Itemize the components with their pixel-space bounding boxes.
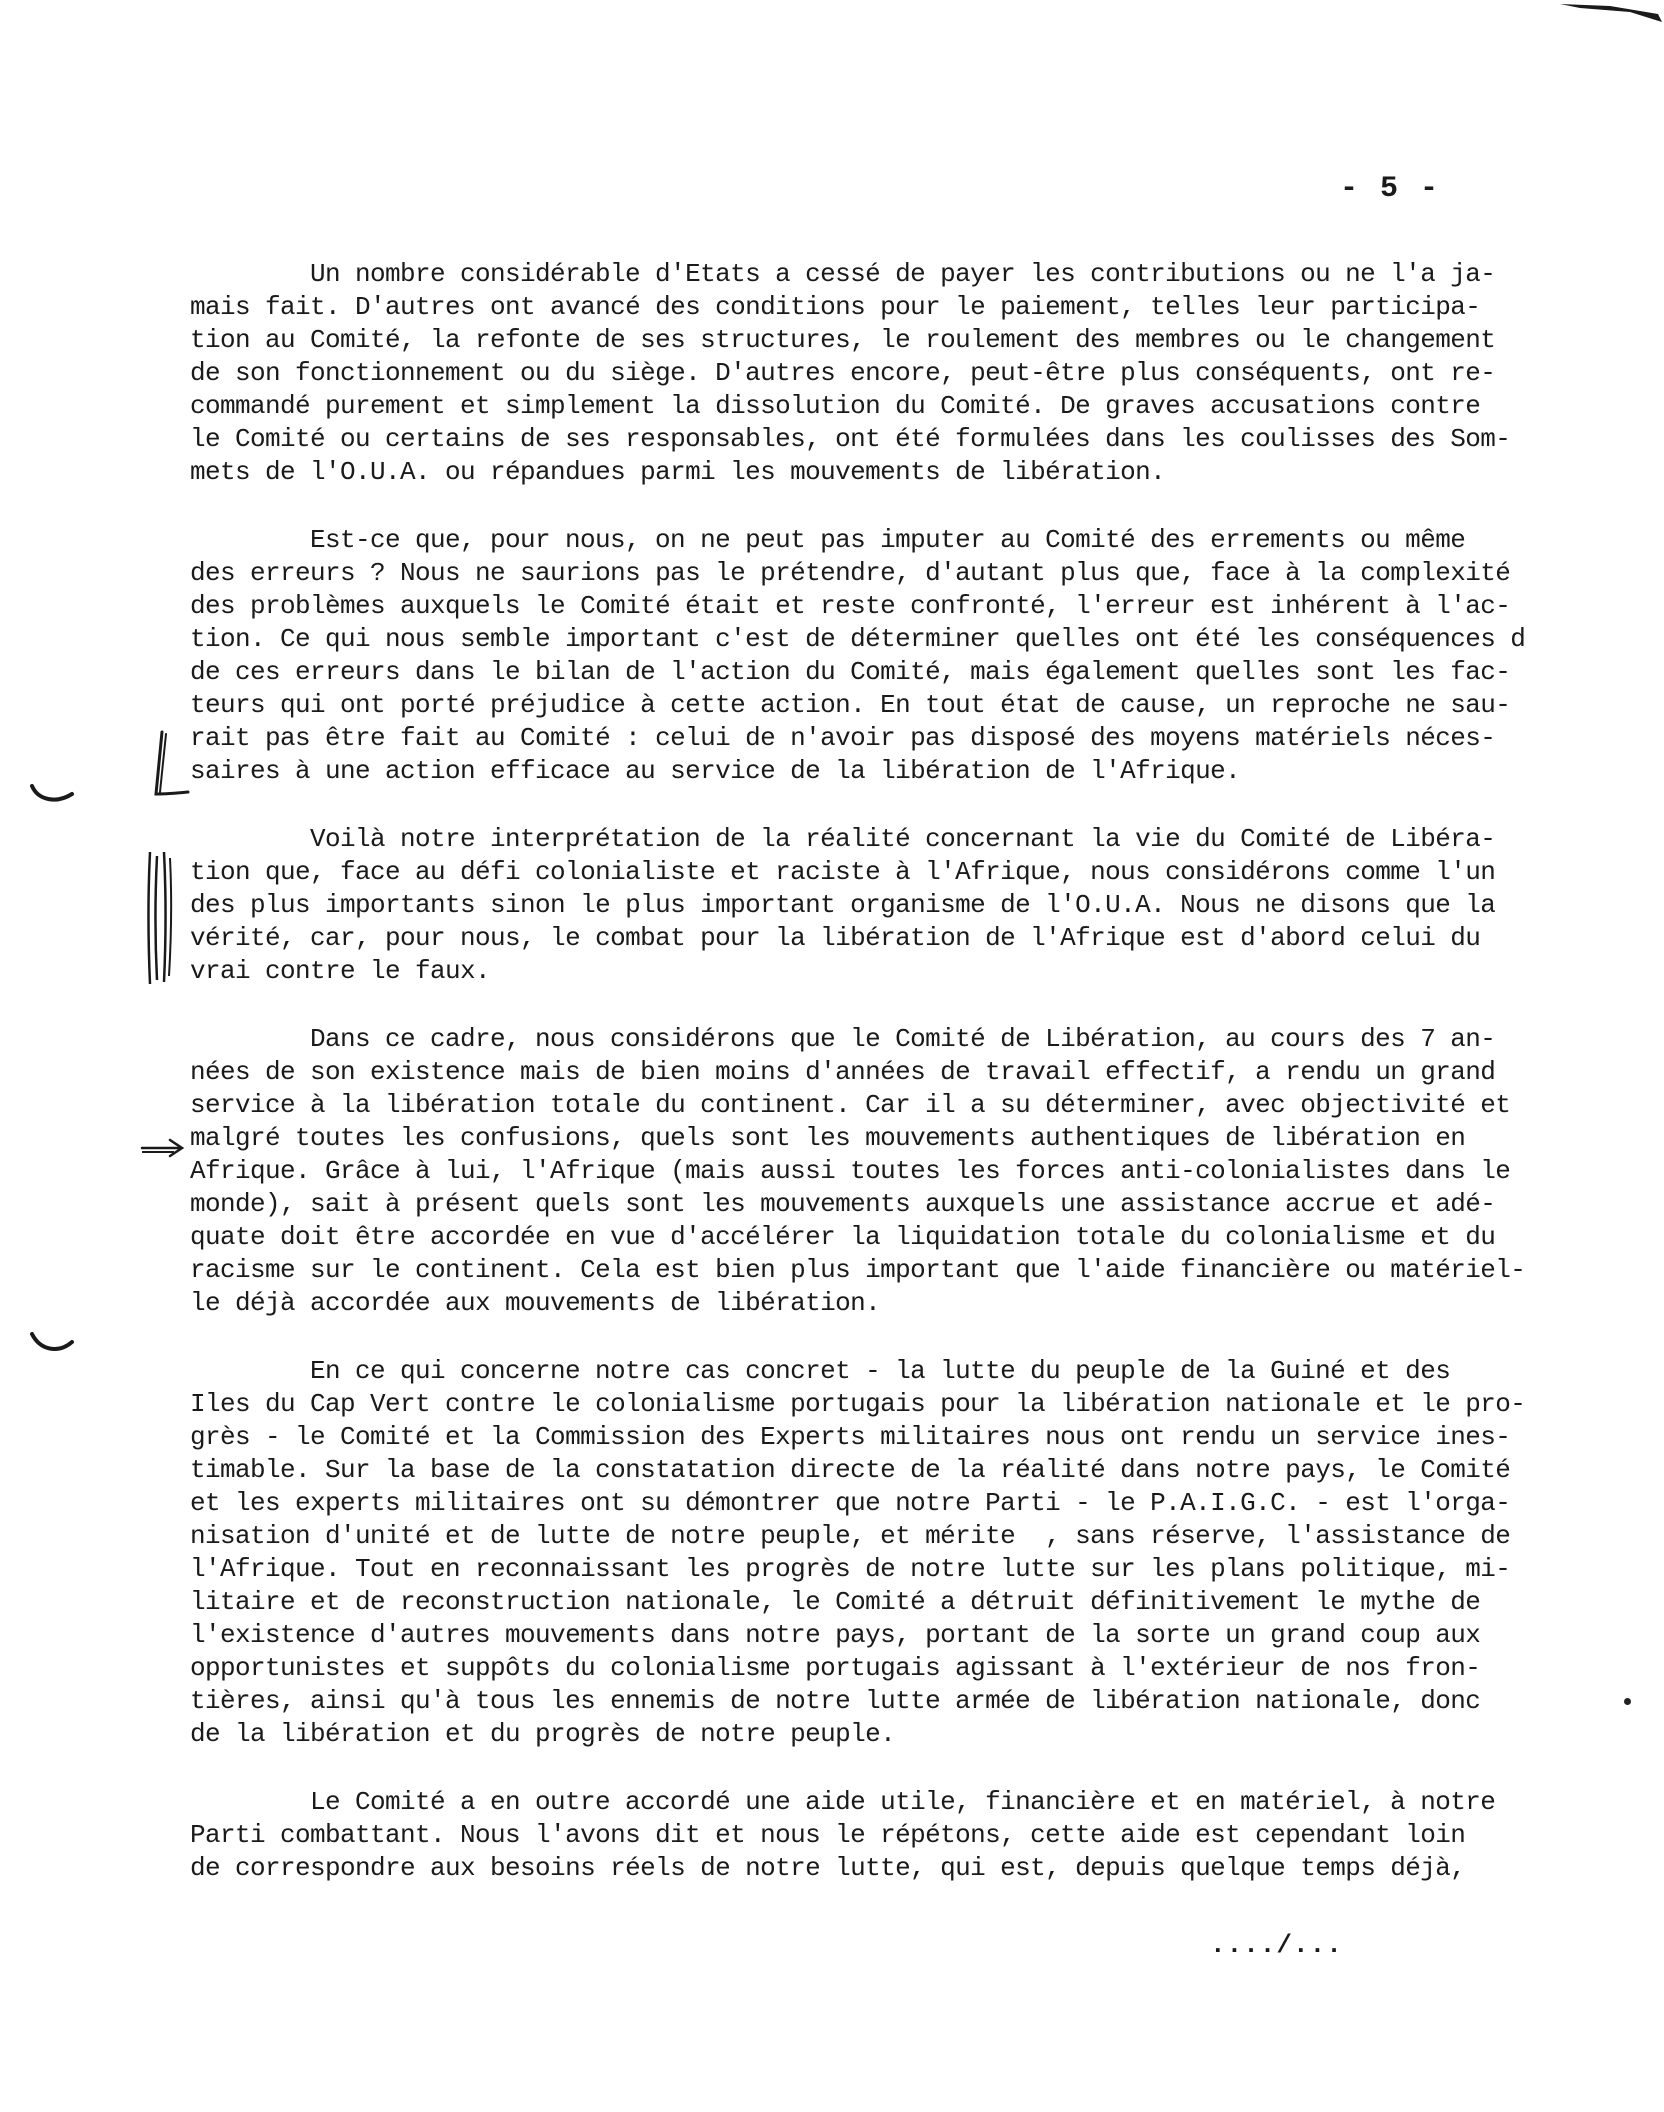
text-line: de son fonctionnement ou du siège. D'autres encore, peut-être plus conséquents, ont re- (190, 358, 1496, 388)
text-line: vrai contre le faux. (190, 956, 491, 986)
text-line: nées de son existence mais de bien moins d'années de travail effectif, a rendu un grand (190, 1057, 1496, 1087)
text-line: l'existence d'autres mouvements dans notre pays, portant de la sorte un grand coup aux (190, 1620, 1481, 1650)
text-line: Dans ce cadre, nous considérons que le Comité de Libération, au cours des 7 an- (310, 1024, 1496, 1054)
text-line: Un nombre considérable d'Etats a cessé de payer les contributions ou ne l'a ja- (310, 259, 1496, 289)
text-line: l'Afrique. Tout en reconnaissant les progrès de notre lutte sur les plans politique, mi- (190, 1554, 1511, 1584)
continuation-mark: ..../... (1210, 1930, 1343, 1960)
text-line: monde), sait à présent quels sont les mouvements auxquels une assistance accrue et adé- (190, 1189, 1496, 1219)
text-line: tion au Comité, la refonte de ses structures, le roulement des membres ou le changement (190, 325, 1496, 355)
paragraph-contributions (190, 258, 1590, 489)
text-line: de la libération et du progrès de notre peuple. (190, 1719, 896, 1749)
text-line: grès - le Comité et la Commission des Experts militaires nous ont rendu un service ines- (190, 1422, 1511, 1452)
margin-bracket-mark (140, 728, 190, 800)
scan-corner-smudge (1540, 0, 1664, 30)
text-line: saires à une action efficace au service de la libération de l'Afrique. (190, 756, 1241, 786)
text-line: Afrique. Grâce à lui, l'Afrique (mais aussi toutes les forces anti-colonialistes dans le (190, 1156, 1511, 1186)
text-line: timable. Sur la base de la constatation directe de la réalité dans notre pays, le Comité (190, 1455, 1511, 1485)
margin-vertical-lines-mark (140, 848, 180, 988)
text-line: commandé purement et simplement la dissolution du Comité. De graves accusations contre (190, 391, 1481, 421)
text-line: opportunistes et suppôts du colonialisme portugais agissant à l'extérieur de nos fron- (190, 1653, 1481, 1683)
text-line: de ces erreurs dans le bilan de l'action du Comité, mais également quelles sont les fac- (190, 657, 1511, 687)
text-line: le Comité ou certains de ses responsables, ont été formulées dans les coulisses des Som- (190, 424, 1511, 454)
scan-speck (1624, 1698, 1631, 1705)
text-line: des plus importants sinon le plus important organisme de l'O.U.A. Nous ne disons que la (190, 890, 1496, 920)
text-line: des problèmes auxquels le Comité était et reste confronté, l'erreur est inhérent à l'ac- (190, 591, 1511, 621)
margin-curve-mark (28, 778, 76, 808)
text-line: de correspondre aux besoins réels de notre lutte, qui est, depuis quelque temps déjà, (190, 1853, 1466, 1883)
text-line: Parti combattant. Nous l'avons dit et nous le répétons, cette aide est cependant loin (190, 1820, 1466, 1850)
paragraph-service (190, 1023, 1590, 1320)
text-line: vérité, car, pour nous, le combat pour la libération de l'Afrique est d'abord celui du (190, 923, 1481, 953)
text-line: litaire et de reconstruction nationale, le Comité a détruit définitivement le mythe de (190, 1587, 1481, 1617)
text-line: nisation d'unité et de lutte de notre peuple, et mérite , sans réserve, l'assistance de (190, 1521, 1511, 1551)
page-number: - 5 - (1340, 172, 1441, 206)
text-line: le déjà accordée aux mouvements de libération. (190, 1288, 881, 1318)
text-line: malgré toutes les confusions, quels sont les mouvements authentiques de libération en (190, 1123, 1466, 1153)
text-line: Voilà notre interprétation de la réalité concernant la vie du Comité de Libéra- (310, 824, 1496, 854)
margin-curve-mark (28, 1328, 76, 1358)
text-line: Est-ce que, pour nous, on ne peut pas imputer au Comité des errements ou même (310, 525, 1466, 555)
text-line: mets de l'O.U.A. ou répandues parmi les mouvements de libération. (190, 457, 1166, 487)
text-line: racisme sur le continent. Cela est bien plus important que l'aide financière ou matériel- (190, 1255, 1526, 1285)
text-line: Le Comité a en outre accordé une aide utile, financière et en matériel, à notre (310, 1787, 1496, 1817)
text-line: des erreurs ? Nous ne saurions pas le prétendre, d'autant plus que, face à la complexité (190, 558, 1511, 588)
text-line: quate doit être accordée en vue d'accélérer la liquidation totale du colonialisme et du (190, 1222, 1496, 1252)
text-line: mais fait. D'autres ont avancé des conditions pour le paiement, telles leur participa- (190, 292, 1481, 322)
text-line: rait pas être fait au Comité : celui de n'avoir pas disposé des moyens matériels néces- (190, 723, 1496, 753)
body-text (190, 258, 1590, 1920)
paragraph-errors (190, 524, 1590, 788)
text-line: En ce qui concerne notre cas concret - la lutte du peuple de la Guiné et des (310, 1356, 1451, 1386)
text-line: et les experts militaires ont su démontrer que notre Parti - le P.A.I.G.C. - est l'orga- (190, 1488, 1511, 1518)
paragraph-interpretation (190, 823, 1590, 988)
text-line: tières, ainsi qu'à tous les ennemis de notre lutte armée de libération nationale, donc (190, 1686, 1481, 1716)
text-line: teurs qui ont porté préjudice à cette action. En tout état de cause, un reproche ne sau- (190, 690, 1511, 720)
text-line: service à la libération totale du continent. Car il a su déterminer, avec objectivité et (190, 1090, 1511, 1120)
text-line: Iles du Cap Vert contre le colonialisme portugais pour la libération nationale et le pro- (190, 1389, 1526, 1419)
paragraph-aid (190, 1786, 1590, 1885)
paragraph-concrete-case (190, 1355, 1590, 1751)
text-line: tion que, face au défi colonialiste et raciste à l'Afrique, nous considérons comme l'un (190, 857, 1496, 887)
margin-arrow-mark (138, 1136, 188, 1160)
text-line: tion. Ce qui nous semble important c'est de déterminer quelles ont été les conséquences d (190, 624, 1526, 654)
